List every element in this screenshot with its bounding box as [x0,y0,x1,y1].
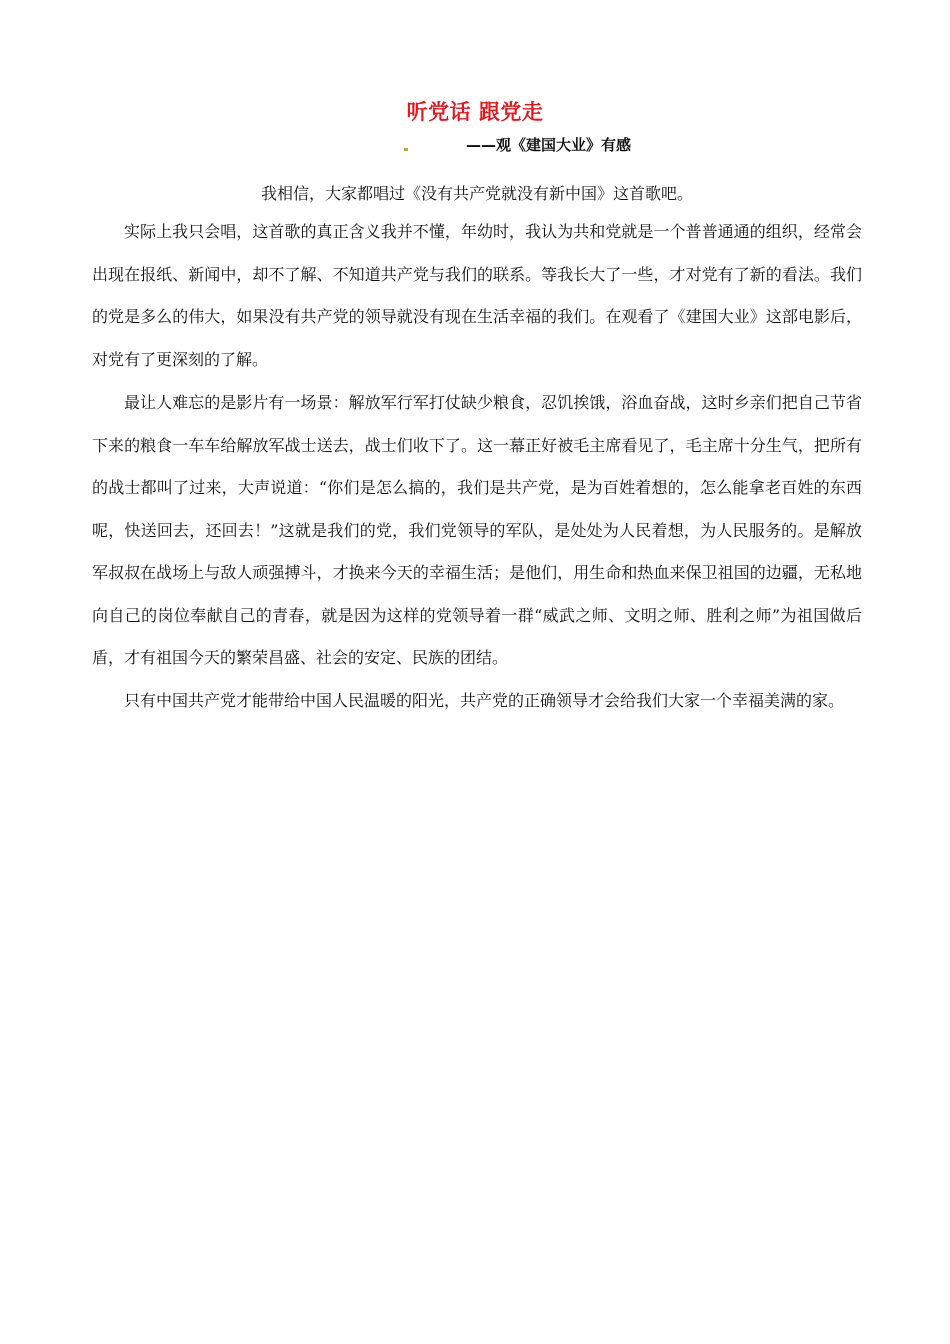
subtitle-row [0,133,950,157]
document-subtitle: ——观《建国大业》有感 [466,136,632,154]
paragraph-conclusion: 只有中国共产党才能带给中国人民温暖的阳光，共产党的正确领导才会给我们大家一个幸福美满的家。 [124,691,845,710]
decorative-dot [404,148,408,151]
paragraph-body-1: 实际上我只会唱，这首歌的真正含义我并不懂，年幼时，我认为共和党就是一个普普通通的组织，经常会出现在报纸、新闻中，却不了解、不知道共产党与我们的联系。等我长大了一些，才对党有了新的看法。我们的党是多么的伟大，如果没有共产党的领导就没有现在生活幸福的我们。在观看了《建国大业》这部电影后，对党有了更深刻的了解。 [92,222,862,369]
document-title: 听党话 跟党走 [406,100,544,124]
paragraph-intro: 我相信，大家都唱过《没有共产党就没有新中国》这首歌吧。 [260,184,693,203]
paragraph-body-2: 最让人难忘的是影片有一场景：解放军行军打仗缺少粮食，忍饥挨饿，浴血奋战，这时乡亲们把自己节省下来的粮食一车车给解放军战士送去，战士们收下了。这一幕正好被毛主席看见了，毛主席十分生气，把所有的战士都叫了过来，大声说道：“你们是怎么搞的，我们是共产党，是为百姓着想的，怎么能拿老百姓的东西呢，快送回去，还回去！”这就是我们的党，我们党领导的军队，是处处为人民着想，为人民服务的。是解放军叔叔在战场上与敌人顽强搏斗，才换来今天的幸福生活；是他们，用生命和热血来保卫祖国的边疆，无私地向自己的岗位奉献自己的青春，就是因为这样的党领导着一群“威武之师、文明之师、胜利之师”为祖国做后盾，才有祖国今天的繁荣昌盛、社会的安定、民族的团结。 [92,393,862,667]
